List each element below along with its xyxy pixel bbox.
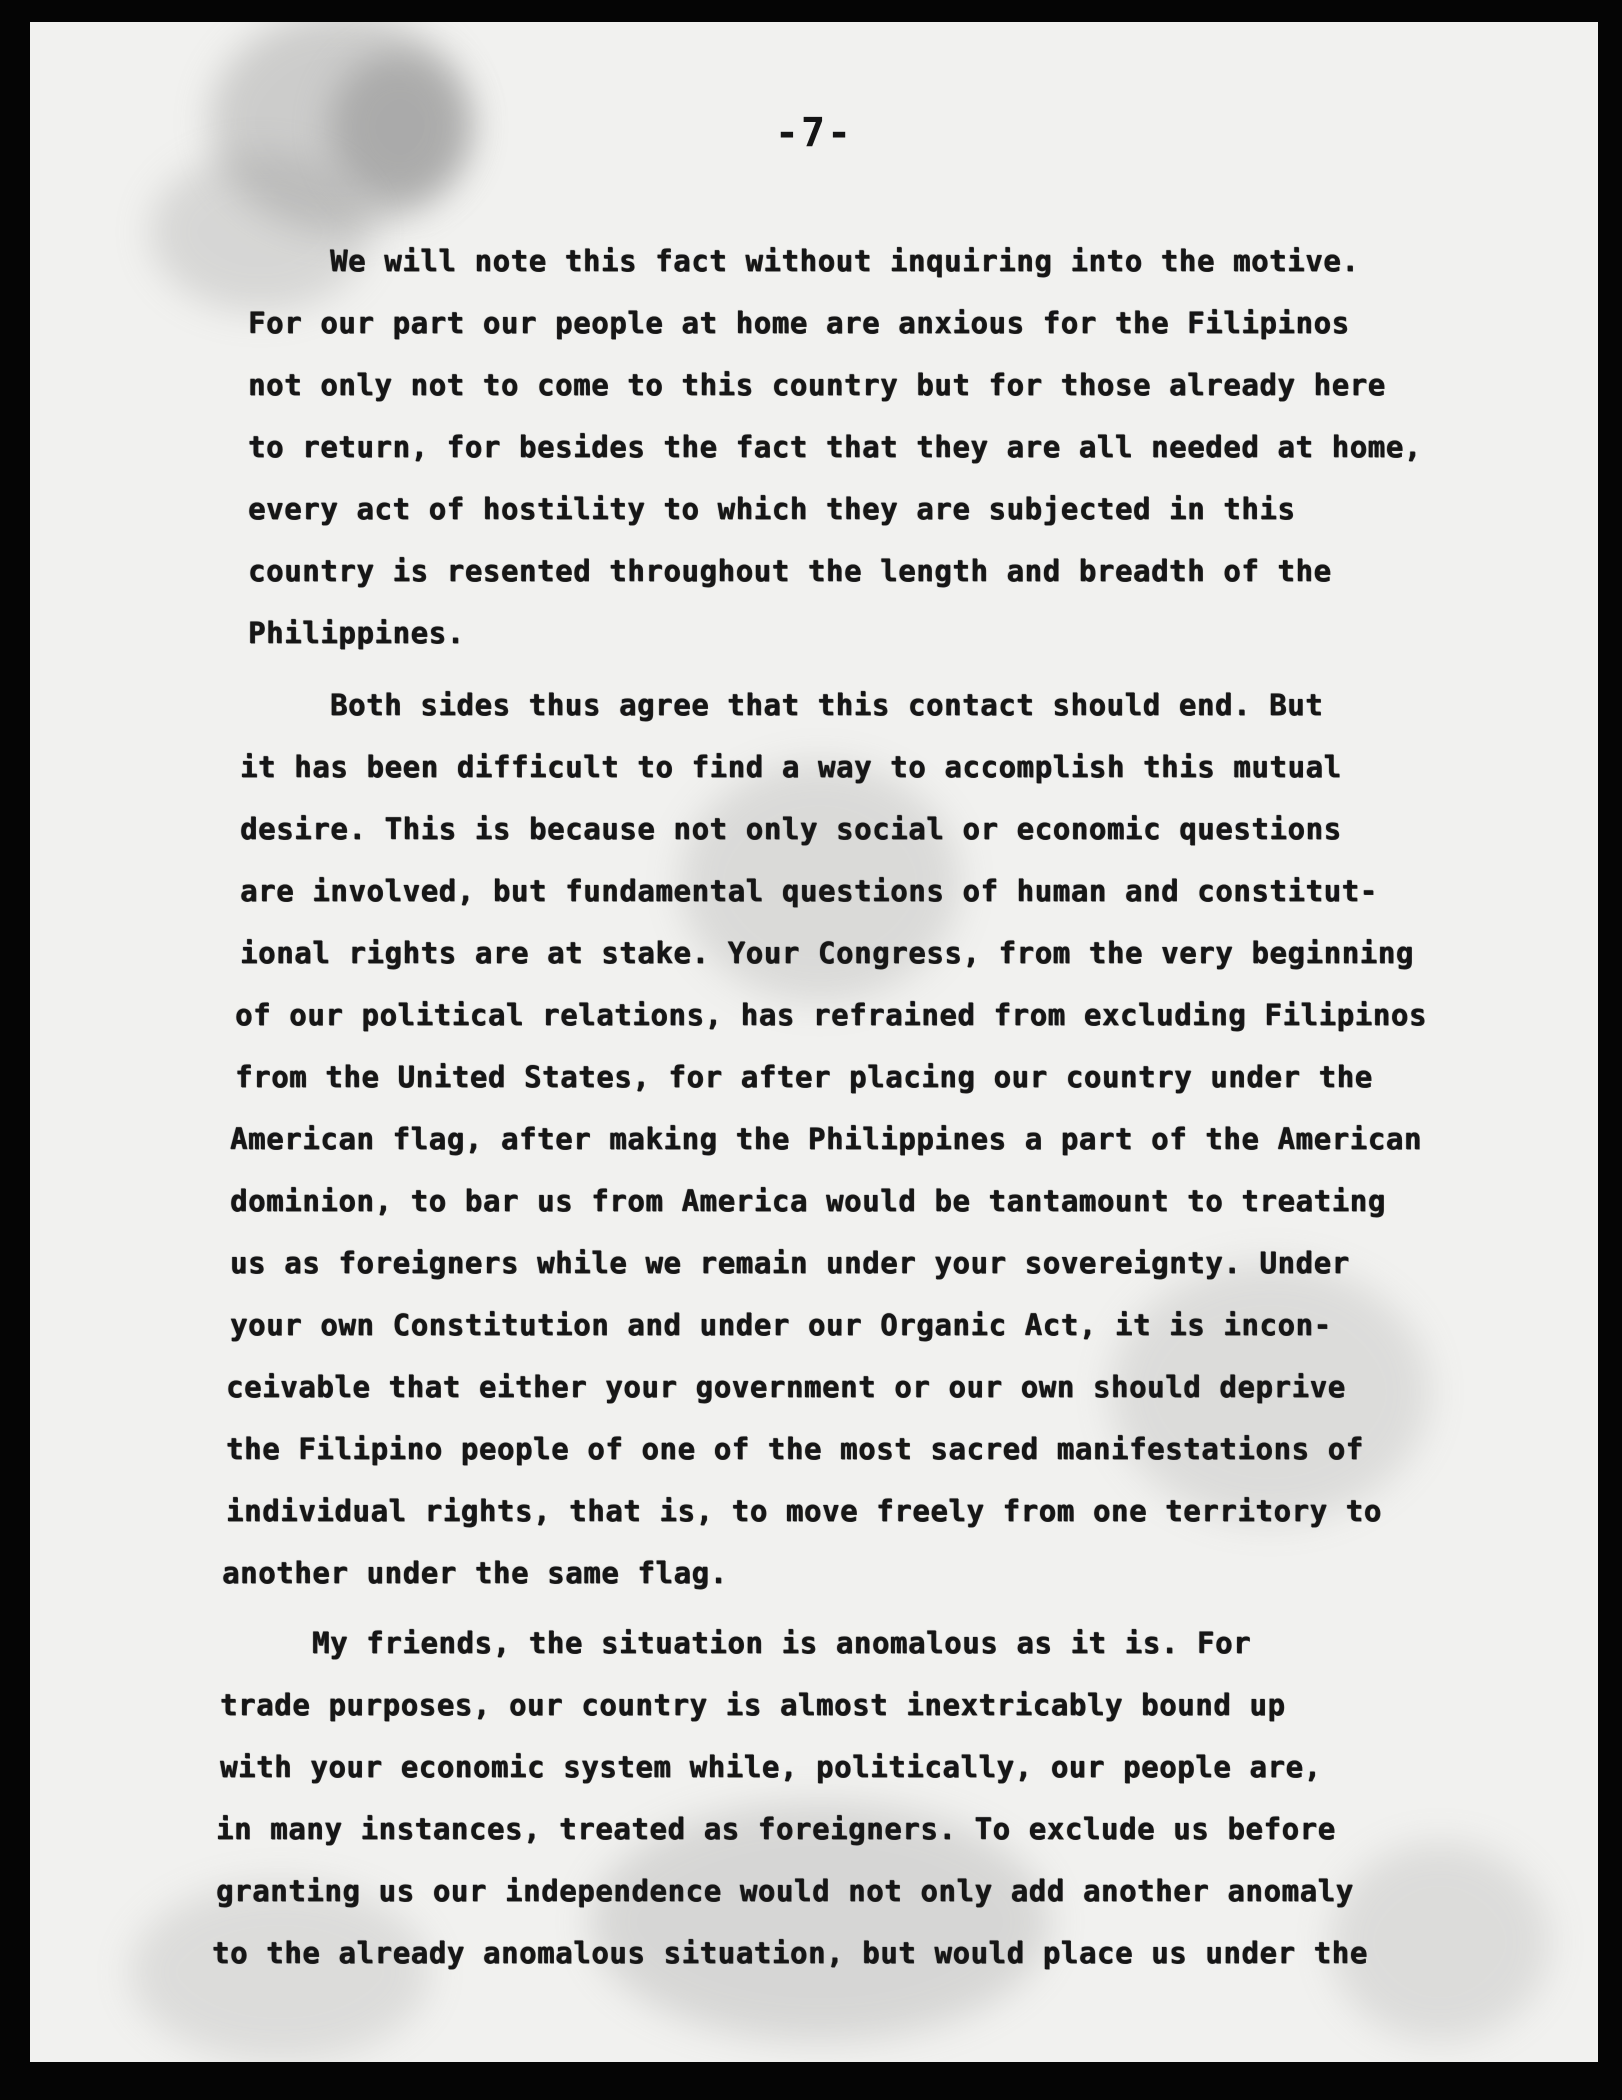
page-number: -7- bbox=[774, 110, 854, 156]
text-line: Philippines. bbox=[248, 616, 465, 650]
text-line: to the already anomalous situation, but would place us under the bbox=[212, 1936, 1368, 1970]
text-line: trade purposes, our country is almost inextricably bound up bbox=[220, 1688, 1286, 1722]
text-line: of our political relations, has refrained from excluding Filipinos bbox=[235, 998, 1427, 1032]
text-line: desire. This is because not only social or economic questions bbox=[240, 812, 1342, 846]
text-line: country is resented throughout the length and breadth of the bbox=[248, 554, 1332, 588]
text-line: granting us our independence would not only add another anomaly bbox=[216, 1874, 1354, 1908]
text-line: your own Constitution and under our Organic Act, it is incon- bbox=[230, 1308, 1332, 1342]
page-stain bbox=[150, 152, 370, 312]
text-line: every act of hostility to which they are subjected in this bbox=[248, 492, 1296, 526]
text-line: dominion, to bar us from America would be tantamount to treating bbox=[230, 1184, 1386, 1218]
text-line: in many instances, treated as foreigners. To exclude us before bbox=[216, 1812, 1336, 1846]
text-line: not only not to come to this country but for those already here bbox=[248, 368, 1386, 402]
text-line: from the United States, for after placing our country under the bbox=[235, 1060, 1373, 1094]
text-line: individual rights, that is, to move freely from one territory to bbox=[226, 1494, 1382, 1528]
text-line: another under the same flag. bbox=[222, 1556, 728, 1590]
text-line: ional rights are at stake. Your Congress, from the very beginning bbox=[240, 936, 1414, 970]
text-line: with your economic system while, politically, our people are, bbox=[220, 1750, 1322, 1784]
text-line: For our part our people at home are anxious for the Filipinos bbox=[248, 306, 1350, 340]
text-line: us as foreigners while we remain under your sovereignty. Under bbox=[230, 1246, 1350, 1280]
text-line: American flag, after making the Philippines a part of the American bbox=[230, 1122, 1422, 1156]
page-stain bbox=[130, 1882, 430, 2062]
text-line: are involved, but fundamental questions of human and constitut- bbox=[240, 874, 1378, 908]
document-page bbox=[30, 22, 1598, 2062]
text-line: to return, for besides the fact that they are all needed at home, bbox=[248, 430, 1422, 464]
text-line: We will note this fact without inquiring into the motive. bbox=[330, 244, 1360, 278]
text-line: My friends, the situation is anomalous as it is. For bbox=[312, 1626, 1252, 1660]
text-line: it has been difficult to find a way to accomplish this mutual bbox=[240, 750, 1342, 784]
text-line: the Filipino people of one of the most sacred manifestations of bbox=[226, 1432, 1364, 1466]
text-line: ceivable that either your government or our own should deprive bbox=[226, 1370, 1346, 1404]
text-line: Both sides thus agree that this contact should end. But bbox=[330, 688, 1324, 722]
